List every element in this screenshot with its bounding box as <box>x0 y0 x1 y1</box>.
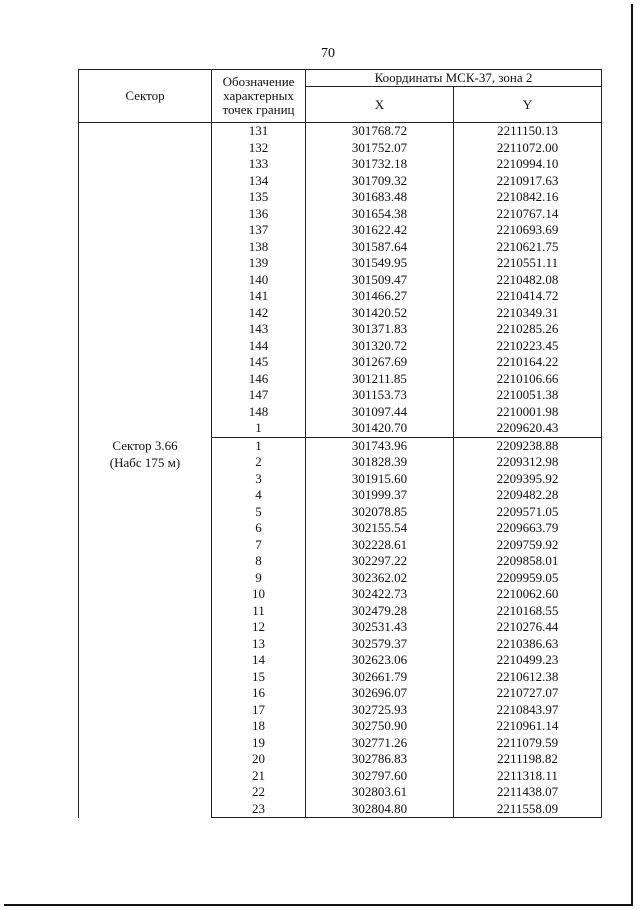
x-coordinate-cell: 301267.69 <box>306 354 454 371</box>
y-coordinate-cell: 2209395.92 <box>454 471 602 488</box>
point-number-cell: 17 <box>212 702 306 719</box>
x-coordinate-cell: 302804.80 <box>306 801 454 818</box>
header-coordinates: Координаты МСК-37, зона 2 <box>306 70 602 87</box>
x-coordinate-cell: 302771.26 <box>306 735 454 752</box>
sector-cell <box>79 437 212 818</box>
y-coordinate-cell: 2209858.01 <box>454 553 602 570</box>
point-number-cell: 146 <box>212 371 306 388</box>
y-coordinate-cell: 2210767.14 <box>454 206 602 223</box>
y-coordinate-cell: 2210994.10 <box>454 156 602 173</box>
x-coordinate-cell: 301743.96 <box>306 437 454 454</box>
page-frame-bottom-edge <box>4 904 633 906</box>
y-coordinate-cell: 2210106.66 <box>454 371 602 388</box>
sector-note: (Набс 175 м) <box>109 455 181 470</box>
y-coordinate-cell: 2209238.88 <box>454 437 602 454</box>
x-coordinate-cell: 301549.95 <box>306 255 454 272</box>
page-frame-right-edge <box>631 4 633 906</box>
x-coordinate-cell: 301752.07 <box>306 140 454 157</box>
point-number-cell: 133 <box>212 156 306 173</box>
point-number-cell: 18 <box>212 718 306 735</box>
point-number-cell: 132 <box>212 140 306 157</box>
x-coordinate-cell: 302422.73 <box>306 586 454 603</box>
x-coordinate-cell: 302797.60 <box>306 768 454 785</box>
y-coordinate-cell: 2210842.16 <box>454 189 602 206</box>
point-number-cell: 9 <box>212 570 306 587</box>
y-coordinate-cell: 2211079.59 <box>454 735 602 752</box>
point-number-cell: 11 <box>212 603 306 620</box>
x-coordinate-cell: 302155.54 <box>306 520 454 537</box>
y-coordinate-cell: 2211198.82 <box>454 751 602 768</box>
point-number-cell: 20 <box>212 751 306 768</box>
point-number-cell: 10 <box>212 586 306 603</box>
x-coordinate-cell: 301768.72 <box>306 123 454 140</box>
x-coordinate-cell: 301420.52 <box>306 305 454 322</box>
y-coordinate-cell: 2210693.69 <box>454 222 602 239</box>
x-coordinate-cell: 302579.37 <box>306 636 454 653</box>
x-coordinate-cell: 302786.83 <box>306 751 454 768</box>
y-coordinate-cell: 2210843.97 <box>454 702 602 719</box>
point-number-cell: 140 <box>212 272 306 289</box>
table-row <box>79 437 602 454</box>
point-number-cell: 14 <box>212 652 306 669</box>
y-coordinate-cell: 2210551.11 <box>454 255 602 272</box>
point-number-cell: 16 <box>212 685 306 702</box>
x-coordinate-cell: 301622.42 <box>306 222 454 239</box>
point-number-cell: 13 <box>212 636 306 653</box>
point-number-cell: 6 <box>212 520 306 537</box>
x-coordinate-cell: 302362.02 <box>306 570 454 587</box>
x-coordinate-cell: 302696.07 <box>306 685 454 702</box>
y-coordinate-cell: 2209959.05 <box>454 570 602 587</box>
point-number-cell: 3 <box>212 471 306 488</box>
point-number-cell: 143 <box>212 321 306 338</box>
y-coordinate-cell: 2210386.63 <box>454 636 602 653</box>
x-coordinate-cell: 301097.44 <box>306 404 454 421</box>
point-number-cell: 8 <box>212 553 306 570</box>
y-coordinate-cell: 2211318.11 <box>454 768 602 785</box>
header-sector: Сектор <box>79 70 212 123</box>
x-coordinate-cell: 302661.79 <box>306 669 454 686</box>
x-coordinate-cell: 301683.48 <box>306 189 454 206</box>
x-coordinate-cell: 302297.22 <box>306 553 454 570</box>
x-coordinate-cell: 301211.85 <box>306 371 454 388</box>
y-coordinate-cell: 2210062.60 <box>454 586 602 603</box>
point-number-cell: 23 <box>212 801 306 818</box>
y-coordinate-cell: 2211150.13 <box>454 123 602 140</box>
point-number-cell: 21 <box>212 768 306 785</box>
y-coordinate-cell: 2210276.44 <box>454 619 602 636</box>
point-number-cell: 144 <box>212 338 306 355</box>
point-number-cell: 2 <box>212 454 306 471</box>
x-coordinate-cell: 301999.37 <box>306 487 454 504</box>
point-number-cell: 4 <box>212 487 306 504</box>
x-coordinate-cell: 301915.60 <box>306 471 454 488</box>
point-number-cell: 7 <box>212 537 306 554</box>
y-coordinate-cell: 2209759.92 <box>454 537 602 554</box>
header-point-designation: Обозначение характерных точек границ <box>212 70 306 123</box>
point-number-cell: 15 <box>212 669 306 686</box>
coordinates-table <box>78 69 602 818</box>
y-coordinate-cell: 2210001.98 <box>454 404 602 421</box>
y-coordinate-cell: 2210612.38 <box>454 669 602 686</box>
x-coordinate-cell: 301509.47 <box>306 272 454 289</box>
y-coordinate-cell: 2210499.23 <box>454 652 602 669</box>
y-coordinate-cell: 2210223.45 <box>454 338 602 355</box>
point-number-cell: 22 <box>212 784 306 801</box>
point-number-cell: 1 <box>212 437 306 454</box>
y-coordinate-cell: 2210482.08 <box>454 272 602 289</box>
x-coordinate-cell: 302228.61 <box>306 537 454 554</box>
x-coordinate-cell: 301153.73 <box>306 387 454 404</box>
y-coordinate-cell: 2211072.00 <box>454 140 602 157</box>
y-coordinate-cell: 2209482.28 <box>454 487 602 504</box>
point-number-cell: 136 <box>212 206 306 223</box>
point-number-cell: 142 <box>212 305 306 322</box>
table-body <box>79 123 602 818</box>
sector-cell <box>79 123 212 438</box>
x-coordinate-cell: 301709.32 <box>306 173 454 190</box>
point-number-cell: 145 <box>212 354 306 371</box>
y-coordinate-cell: 2210349.31 <box>454 305 602 322</box>
point-number-cell: 134 <box>212 173 306 190</box>
y-coordinate-cell: 2211438.07 <box>454 784 602 801</box>
point-number-cell: 135 <box>212 189 306 206</box>
point-number-cell: 137 <box>212 222 306 239</box>
point-number-cell: 147 <box>212 387 306 404</box>
point-number-cell: 131 <box>212 123 306 140</box>
y-coordinate-cell: 2210285.26 <box>454 321 602 338</box>
x-coordinate-cell: 302623.06 <box>306 652 454 669</box>
x-coordinate-cell: 302531.43 <box>306 619 454 636</box>
point-number-cell: 138 <box>212 239 306 256</box>
y-coordinate-cell: 2209663.79 <box>454 520 602 537</box>
x-coordinate-cell: 302725.93 <box>306 702 454 719</box>
point-number-cell: 5 <box>212 504 306 521</box>
x-coordinate-cell: 301371.83 <box>306 321 454 338</box>
x-coordinate-cell: 301587.64 <box>306 239 454 256</box>
y-coordinate-cell: 2209312.98 <box>454 454 602 471</box>
x-coordinate-cell: 302479.28 <box>306 603 454 620</box>
y-coordinate-cell: 2209620.43 <box>454 420 602 437</box>
table-row <box>79 123 602 140</box>
y-coordinate-cell: 2210164.22 <box>454 354 602 371</box>
x-coordinate-cell: 301466.27 <box>306 288 454 305</box>
x-coordinate-cell: 301320.72 <box>306 338 454 355</box>
y-coordinate-cell: 2210621.75 <box>454 239 602 256</box>
y-coordinate-cell: 2210168.55 <box>454 603 602 620</box>
x-coordinate-cell: 302803.61 <box>306 784 454 801</box>
x-coordinate-cell: 301732.18 <box>306 156 454 173</box>
point-number-cell: 141 <box>212 288 306 305</box>
x-coordinate-cell: 302078.85 <box>306 504 454 521</box>
point-number-cell: 1 <box>212 420 306 437</box>
x-coordinate-cell: 301828.39 <box>306 454 454 471</box>
y-coordinate-cell: 2210414.72 <box>454 288 602 305</box>
header-y: Y <box>454 87 602 123</box>
y-coordinate-cell: 2209571.05 <box>454 504 602 521</box>
y-coordinate-cell: 2210917.63 <box>454 173 602 190</box>
sector-name: Сектор 3.66 <box>112 438 178 453</box>
x-coordinate-cell: 301654.38 <box>306 206 454 223</box>
x-coordinate-cell: 301420.70 <box>306 420 454 437</box>
page-number: 70 <box>321 46 335 61</box>
header-x: X <box>306 87 454 123</box>
y-coordinate-cell: 2210727.07 <box>454 685 602 702</box>
x-coordinate-cell: 302750.90 <box>306 718 454 735</box>
y-coordinate-cell: 2210051.38 <box>454 387 602 404</box>
point-number-cell: 148 <box>212 404 306 421</box>
point-number-cell: 139 <box>212 255 306 272</box>
point-number-cell: 12 <box>212 619 306 636</box>
y-coordinate-cell: 2210961.14 <box>454 718 602 735</box>
point-number-cell: 19 <box>212 735 306 752</box>
y-coordinate-cell: 2211558.09 <box>454 801 602 818</box>
